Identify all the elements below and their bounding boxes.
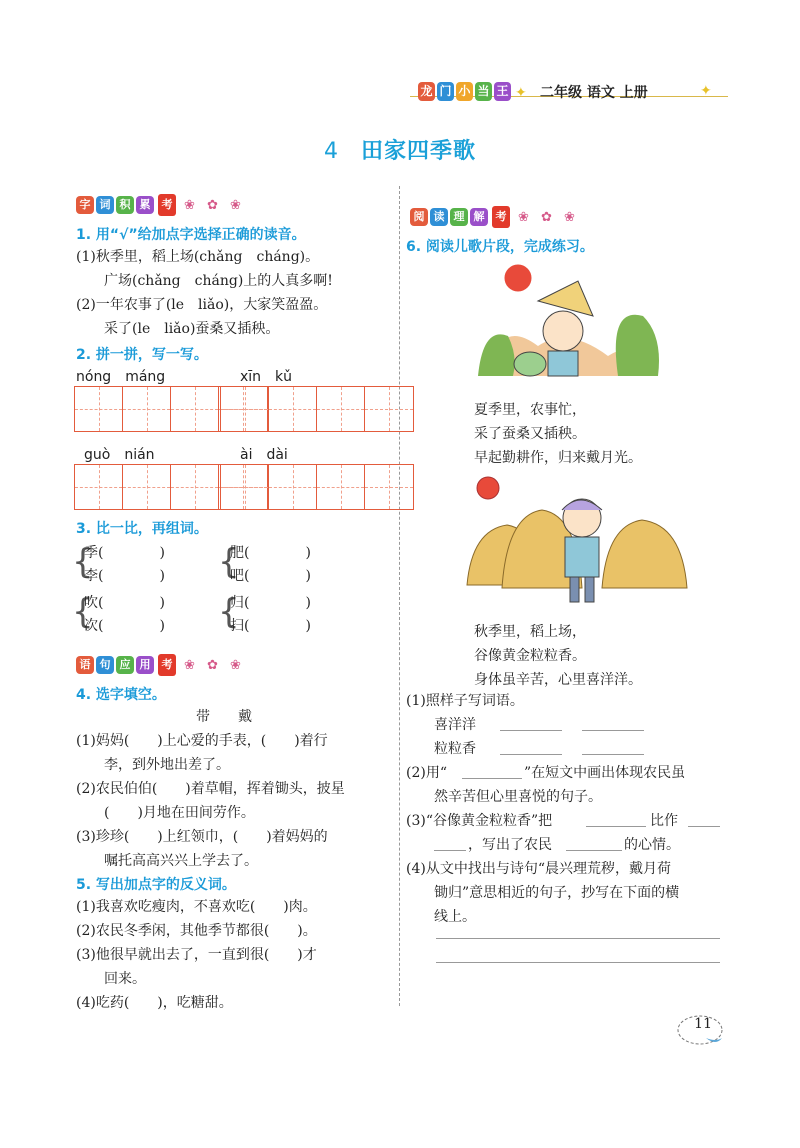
compare-item: 季( ) xyxy=(84,545,165,561)
butterfly-decoration-icon: ❀ ✿ ❀ xyxy=(184,197,245,213)
q5-line: (4)吃药( )，吃糖甜。 xyxy=(76,995,233,1011)
page-number: 11 xyxy=(694,1016,712,1032)
compare-item: 扫( ) xyxy=(230,618,311,634)
q6-sub: 线上。 xyxy=(434,909,476,925)
q6-sub: 然辛苦但心里喜悦的句子。 xyxy=(434,789,602,805)
q6-sub: ”在短文中画出体现农民虽 xyxy=(524,765,686,781)
brace: { xyxy=(218,592,240,632)
butterfly-icon: ✦ xyxy=(700,83,712,99)
q5-line: (2)农民冬季闲，其他季节都很( )。 xyxy=(76,923,317,939)
q6-sub: (3)“谷像黄金粒粒香”把 xyxy=(406,813,553,829)
autumn-harvest-illustration xyxy=(462,470,692,610)
pinyin-label: guò nián xyxy=(84,447,155,463)
lesson-number: 4 xyxy=(323,139,339,164)
compare-item: 次( ) xyxy=(84,618,165,634)
q4-line: 李，到外地出差了。 xyxy=(104,757,230,773)
brand-char: 门 xyxy=(437,82,454,101)
answer-line[interactable] xyxy=(436,962,720,963)
q6-sub: ，写出了农民 xyxy=(468,837,552,853)
summer-farmer-illustration xyxy=(468,256,668,390)
badge-char: 用 xyxy=(136,656,154,674)
answer-blank[interactable] xyxy=(582,754,644,755)
poem-line: 身体虽辛苦，心里喜洋洋。 xyxy=(474,672,642,688)
q4-line: (2)农民伯伯( )着草帽，挥着锄头，披星 xyxy=(76,781,345,797)
q4-heading: 4. 选字填空。 xyxy=(76,687,166,703)
answer-blank[interactable] xyxy=(434,850,466,851)
brace: { xyxy=(72,592,94,632)
q1-line: (1)秋季里，稻上场(chǎng cháng)。 xyxy=(76,249,320,265)
poem-line: 秋季里，稻上场， xyxy=(474,624,586,640)
badge-char: 词 xyxy=(96,196,114,214)
column-divider xyxy=(399,186,400,1006)
answer-blank[interactable] xyxy=(586,826,646,827)
answer-line[interactable] xyxy=(436,938,720,939)
q5-line: (1)我喜欢吃瘦肉，不喜欢吃( )肉。 xyxy=(76,899,317,915)
poem-line: 夏季里，农事忙， xyxy=(474,402,586,418)
answer-blank[interactable] xyxy=(500,730,562,731)
badge-char: 解 xyxy=(470,208,488,226)
tianzige-grid[interactable] xyxy=(220,464,414,510)
q4-line: (1)妈妈( )上心爱的手表，( )着行 xyxy=(76,733,328,749)
grade-label: 二年级 语文 上册 xyxy=(540,85,648,101)
kao-tag: 考 xyxy=(158,654,176,676)
q4-line: ( )月地在田间劳作。 xyxy=(104,805,255,821)
badge-char: 积 xyxy=(116,196,134,214)
q1-heading: 1. 用“√”给加点字选择正确的读音。 xyxy=(76,227,306,243)
q5-line: (3)他很早就出去了，一直到很( )才 xyxy=(76,947,317,963)
badge-char: 累 xyxy=(136,196,154,214)
brand-char: 当 xyxy=(475,82,492,101)
butterfly-decoration-icon: ❀ ✿ ❀ xyxy=(518,209,579,225)
compare-item: 吹( ) xyxy=(84,595,165,611)
compare-item: 肥( ) xyxy=(230,545,311,561)
q4-options: 带 戴 xyxy=(196,709,252,725)
poem-line: 采了蚕桑又插秧。 xyxy=(474,426,586,442)
pinyin-label: nóng máng xyxy=(76,369,166,385)
q6-sub: 的心情。 xyxy=(624,837,680,853)
answer-blank[interactable] xyxy=(462,778,522,779)
compare-item: 李( ) xyxy=(84,568,165,584)
q6-sub: 锄归”意思相近的句子，抄写在下面的横 xyxy=(434,885,680,901)
butterfly-decoration-icon: ❀ ✿ ❀ xyxy=(184,657,245,673)
poem-line: 早起勤耕作，归来戴月光。 xyxy=(474,450,642,466)
q6-heading: 6. 阅读儿歌片段，完成练习。 xyxy=(406,239,594,255)
badge-char: 语 xyxy=(76,656,94,674)
q4-line: (3)珍珍( )上红领巾，( )着妈妈的 xyxy=(76,829,328,845)
answer-blank[interactable] xyxy=(582,730,644,731)
badge-char: 读 xyxy=(430,208,448,226)
compare-item: 归( ) xyxy=(230,595,311,611)
q6-sub: 粒粒香 xyxy=(434,741,476,757)
q5-line: 回来。 xyxy=(104,971,146,987)
pinyin-label: ài dài xyxy=(240,447,288,463)
section-badge-reading xyxy=(410,206,579,228)
q6-sub: 比作 xyxy=(650,813,678,829)
badge-char: 句 xyxy=(96,656,114,674)
section-badge-vocab xyxy=(76,194,245,216)
kao-tag: 考 xyxy=(158,194,176,216)
kao-tag: 考 xyxy=(492,206,510,228)
q2-heading: 2. 拼一拼，写一写。 xyxy=(76,347,208,363)
badge-char: 应 xyxy=(116,656,134,674)
q4-line: 嘱托高高兴兴上学去了。 xyxy=(104,853,258,869)
page-title xyxy=(0,134,800,165)
q6-sub: (4)从文中找出与诗句“晨兴理荒秽，戴月荷 xyxy=(406,861,671,877)
section-badge-sentence xyxy=(76,654,245,676)
answer-blank[interactable] xyxy=(688,826,720,827)
brace: { xyxy=(72,542,94,582)
badge-char: 理 xyxy=(450,208,468,226)
tianzige-grid[interactable] xyxy=(220,386,414,432)
q6-sub: 喜洋洋 xyxy=(434,717,476,733)
header-star-icon: ✦ xyxy=(515,85,527,101)
q1-line: 采了(le liǎo)蚕桑又插秧。 xyxy=(104,321,280,337)
brand-logo xyxy=(418,82,511,104)
pinyin-label: xīn kǔ xyxy=(240,369,293,385)
q1-line: (2)一年农事了(le liǎo)，大家笑盈盈。 xyxy=(76,297,328,313)
poem-line: 谷像黄金粒粒香。 xyxy=(474,648,586,664)
answer-blank[interactable] xyxy=(566,850,622,851)
q6-sub: (2)用“ xyxy=(406,765,447,781)
q6-sub: (1)照样子写词语。 xyxy=(406,693,524,709)
brand-char: 王 xyxy=(494,82,511,101)
q1-line: 广场(chǎng cháng)上的人真多啊! xyxy=(104,273,333,289)
badge-char: 阅 xyxy=(410,208,428,226)
q5-heading: 5. 写出加点字的反义词。 xyxy=(76,877,236,893)
badge-char: 字 xyxy=(76,196,94,214)
lesson-title: 田家四季歌 xyxy=(360,139,476,164)
answer-blank[interactable] xyxy=(500,754,562,755)
brand-char: 龙 xyxy=(418,82,435,101)
brace: { xyxy=(218,542,240,582)
brand-char: 小 xyxy=(456,82,473,101)
q3-heading: 3. 比一比，再组词。 xyxy=(76,521,208,537)
compare-item: 吧( ) xyxy=(230,568,311,584)
